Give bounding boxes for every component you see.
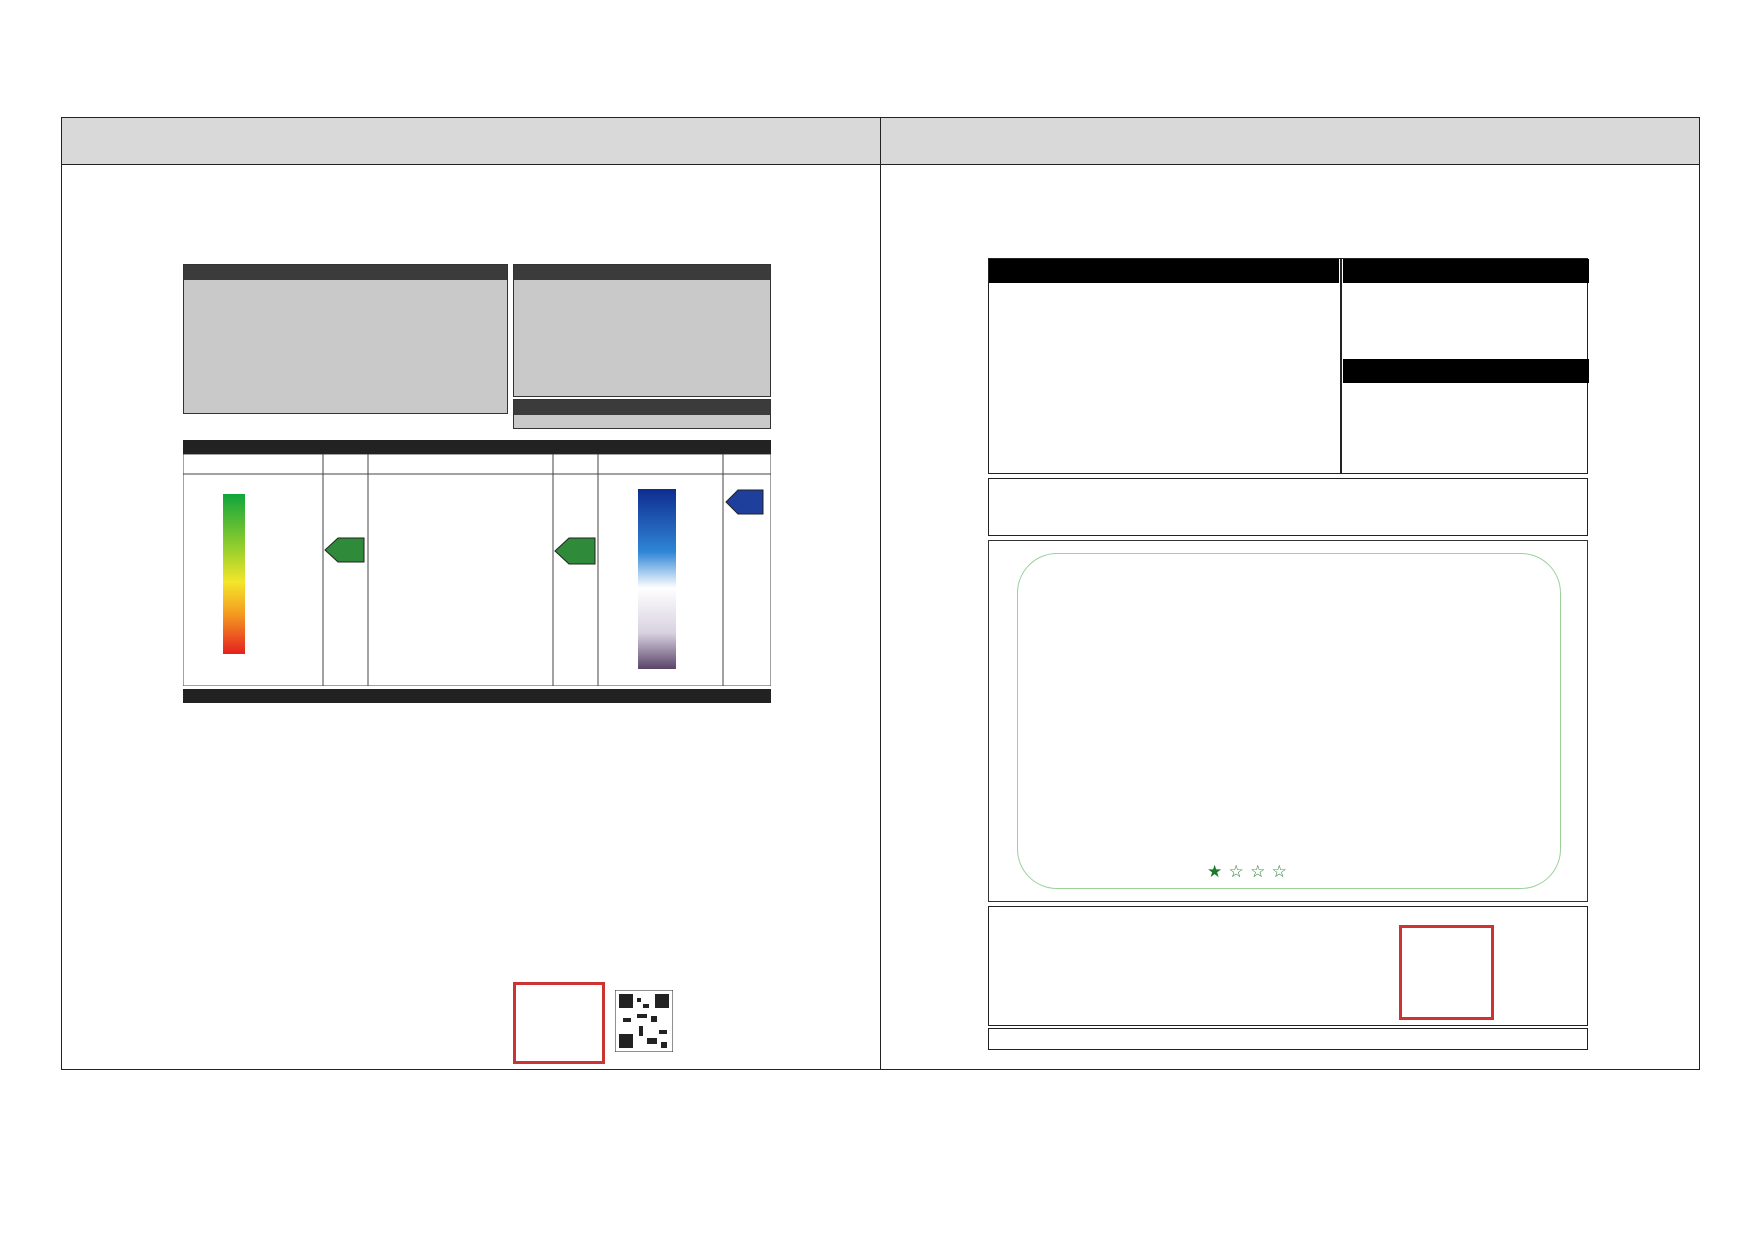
cert-overview-box	[513, 264, 771, 397]
right-overview-header	[989, 259, 1339, 283]
usage-header	[183, 689, 771, 703]
cert-overview-header	[514, 265, 770, 280]
star-empty-icon: ☆	[1250, 862, 1266, 882]
right-cert-header	[1343, 259, 1589, 283]
usage-table	[183, 703, 771, 729]
building-overview-box	[183, 264, 508, 414]
star-empty-icon: ☆	[1271, 862, 1287, 882]
right-info-box	[988, 258, 1588, 474]
official-seal	[513, 982, 605, 1064]
overview-header	[184, 265, 507, 280]
right-panel-header	[881, 118, 1699, 165]
right-official-seal	[1399, 925, 1494, 1020]
chart-frame	[1017, 553, 1561, 889]
grade-header	[514, 400, 770, 415]
star-empty-icon: ☆	[1228, 862, 1244, 882]
star-filled-icon: ★	[1207, 862, 1223, 882]
left-panel-header	[62, 118, 880, 165]
signature-section	[988, 906, 1588, 1026]
right-grade-header	[1343, 359, 1589, 383]
overall-grade	[1207, 861, 1287, 882]
eval-header	[183, 440, 771, 454]
qr-code	[615, 990, 673, 1052]
right-statement	[988, 478, 1588, 536]
chart-section	[988, 540, 1588, 902]
panel-divider	[880, 118, 881, 1069]
grade-box	[513, 399, 771, 429]
right-footer-note	[988, 1028, 1588, 1050]
efficiency-graphic	[183, 454, 771, 686]
energy-efficiency-certificate	[183, 212, 773, 1057]
